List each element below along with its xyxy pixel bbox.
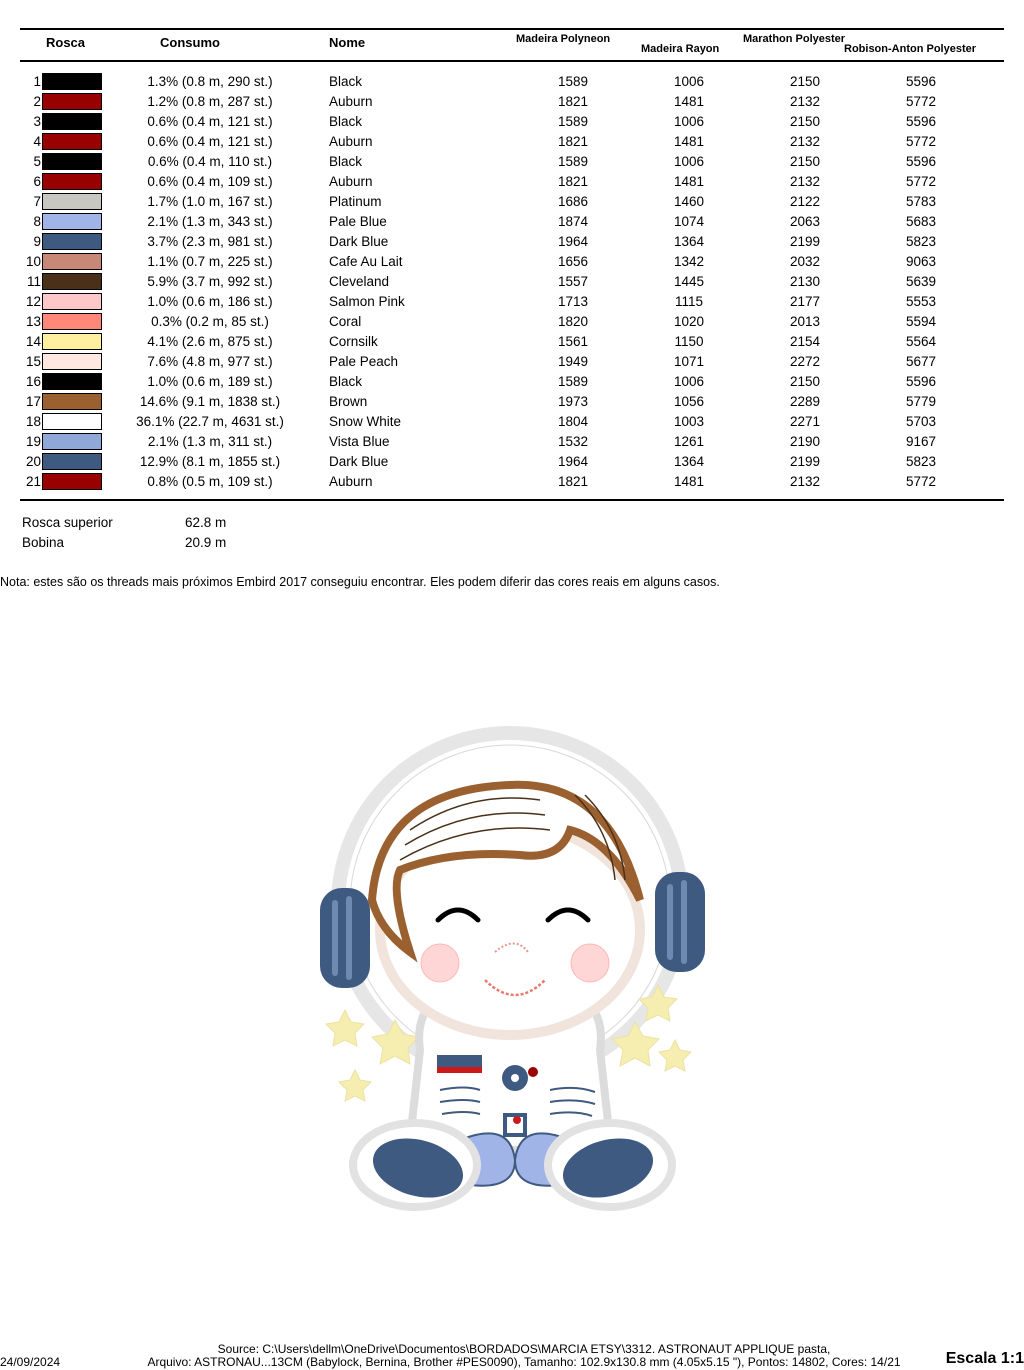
consumption: 1.0% (0.6 m, 186 st.) bbox=[147, 294, 273, 309]
table-row bbox=[0, 112, 1024, 132]
thread-name: Cornsilk bbox=[329, 334, 378, 349]
thread-name: Platinum bbox=[329, 194, 382, 209]
madeira-rayon-code: 1460 bbox=[673, 194, 705, 209]
consumption: 0.6% (0.4 m, 109 st.) bbox=[147, 174, 273, 189]
thread-name: Vista Blue bbox=[329, 434, 390, 449]
thread-number: 21 bbox=[25, 474, 41, 489]
madeira-rayon-code: 1071 bbox=[673, 354, 705, 369]
madeira-polyneon-code: 1589 bbox=[557, 154, 589, 169]
marathon-polyester-code: 2289 bbox=[789, 394, 821, 409]
consumption: 1.7% (1.0 m, 167 st.) bbox=[147, 194, 273, 209]
color-swatch bbox=[42, 373, 102, 390]
madeira-rayon-code: 1006 bbox=[673, 74, 705, 89]
marathon-polyester-code: 2063 bbox=[789, 214, 821, 229]
thread-number: 3 bbox=[33, 114, 41, 129]
thread-number: 15 bbox=[25, 354, 41, 369]
table-row bbox=[0, 472, 1024, 492]
table-row bbox=[0, 452, 1024, 472]
thread-number: 11 bbox=[26, 274, 41, 289]
robison-anton-code: 5564 bbox=[905, 334, 937, 349]
header-rosca: Rosca bbox=[46, 35, 86, 50]
table-row bbox=[0, 432, 1024, 452]
robison-anton-code: 5772 bbox=[905, 174, 937, 189]
thread-number: 1 bbox=[33, 74, 41, 89]
madeira-rayon-code: 1006 bbox=[673, 374, 705, 389]
consumption: 2.1% (1.3 m, 311 st.) bbox=[147, 434, 273, 449]
thread-name: Dark Blue bbox=[329, 234, 389, 249]
madeira-rayon-code: 1003 bbox=[673, 414, 705, 429]
robison-anton-code: 9063 bbox=[905, 254, 937, 269]
consumption: 1.0% (0.6 m, 189 st.) bbox=[147, 374, 273, 389]
consumption: 0.6% (0.4 m, 121 st.) bbox=[147, 114, 273, 129]
thread-name: Black bbox=[329, 74, 363, 89]
thread-name: Salmon Pink bbox=[329, 294, 405, 309]
madeira-polyneon-code: 1821 bbox=[557, 134, 589, 149]
thread-name: Pale Peach bbox=[329, 354, 399, 369]
table-row bbox=[0, 332, 1024, 352]
robison-anton-code: 9167 bbox=[905, 434, 937, 449]
madeira-polyneon-code: 1874 bbox=[557, 214, 589, 229]
robison-anton-code: 5683 bbox=[905, 214, 937, 229]
marathon-polyester-code: 2132 bbox=[789, 174, 821, 189]
consumption: 7.6% (4.8 m, 977 st.) bbox=[147, 354, 273, 369]
thread-name: Black bbox=[329, 374, 363, 389]
madeira-rayon-code: 1020 bbox=[673, 314, 705, 329]
madeira-polyneon-code: 1821 bbox=[557, 94, 589, 109]
thread-number: 17 bbox=[25, 394, 41, 409]
table-row bbox=[0, 392, 1024, 412]
thread-name: Auburn bbox=[329, 94, 373, 109]
color-swatch bbox=[42, 213, 102, 230]
bobina-value: 20.9 m bbox=[185, 535, 227, 550]
robison-anton-code: 5553 bbox=[905, 294, 937, 309]
footer-date: 24/09/2024 bbox=[0, 1355, 61, 1369]
robison-anton-code: 5677 bbox=[905, 354, 937, 369]
madeira-polyneon-code: 1821 bbox=[557, 174, 589, 189]
thread-name: Black bbox=[329, 114, 363, 129]
footer-file-info bbox=[0, 1343, 1024, 1369]
thread-name: Cleveland bbox=[329, 274, 390, 289]
header-nome: Nome bbox=[329, 35, 366, 50]
marathon-polyester-code: 2130 bbox=[789, 274, 821, 289]
robison-anton-code: 5596 bbox=[905, 154, 937, 169]
madeira-polyneon-code: 1713 bbox=[557, 294, 589, 309]
thread-name: Dark Blue bbox=[329, 454, 389, 469]
thread-number: 16 bbox=[25, 374, 41, 389]
thread-match-note: Nota: estes são os threads mais próximos Embird 2017 conseguiu encontrar. Eles podem diferir das cores reais em alguns casos. bbox=[0, 575, 720, 589]
madeira-polyneon-code: 1973 bbox=[557, 394, 589, 409]
robison-anton-code: 5703 bbox=[905, 414, 937, 429]
madeira-rayon-code: 1342 bbox=[673, 254, 705, 269]
marathon-polyester-code: 2190 bbox=[789, 434, 821, 449]
robison-anton-code: 5772 bbox=[905, 134, 937, 149]
thread-number: 4 bbox=[33, 134, 41, 149]
color-swatch bbox=[42, 193, 102, 210]
table-row bbox=[0, 192, 1024, 212]
thread-name: Snow White bbox=[329, 414, 402, 429]
madeira-polyneon-code: 1589 bbox=[557, 114, 589, 129]
madeira-rayon-code: 1445 bbox=[673, 274, 705, 289]
thread-number: 13 bbox=[25, 314, 41, 329]
madeira-rayon-code: 1006 bbox=[673, 154, 705, 169]
madeira-rayon-code: 1074 bbox=[673, 214, 705, 229]
madeira-polyneon-code: 1561 bbox=[557, 334, 589, 349]
madeira-rayon-code: 1481 bbox=[673, 94, 705, 109]
color-swatch bbox=[42, 153, 102, 170]
header-marathon-polyester: Marathon Polyester bbox=[743, 33, 846, 45]
madeira-polyneon-code: 1821 bbox=[557, 474, 589, 489]
marathon-polyester-code: 2132 bbox=[789, 474, 821, 489]
table-row bbox=[0, 212, 1024, 232]
marathon-polyester-code: 2199 bbox=[789, 234, 821, 249]
madeira-rayon-code: 1481 bbox=[673, 134, 705, 149]
consumption: 0.8% (0.5 m, 109 st.) bbox=[147, 474, 273, 489]
robison-anton-code: 5772 bbox=[905, 474, 937, 489]
consumption: 2.1% (1.3 m, 343 st.) bbox=[147, 214, 273, 229]
marathon-polyester-code: 2271 bbox=[789, 414, 821, 429]
madeira-polyneon-code: 1557 bbox=[557, 274, 589, 289]
madeira-rayon-code: 1481 bbox=[673, 174, 705, 189]
robison-anton-code: 5596 bbox=[905, 74, 937, 89]
color-swatch bbox=[42, 93, 102, 110]
color-swatch bbox=[42, 113, 102, 130]
thread-name: Pale Blue bbox=[329, 214, 387, 229]
consumption: 1.2% (0.8 m, 287 st.) bbox=[147, 94, 273, 109]
rosca-superior-label: Rosca superior bbox=[22, 515, 113, 530]
consumption: 5.9% (3.7 m, 992 st.) bbox=[147, 274, 273, 289]
thread-name: Black bbox=[329, 154, 363, 169]
table-row bbox=[0, 352, 1024, 372]
table-row bbox=[0, 272, 1024, 292]
table-row bbox=[0, 72, 1024, 92]
table-row bbox=[0, 132, 1024, 152]
marathon-polyester-code: 2199 bbox=[789, 454, 821, 469]
robison-anton-code: 5779 bbox=[905, 394, 937, 409]
robison-anton-code: 5772 bbox=[905, 94, 937, 109]
madeira-polyneon-code: 1964 bbox=[557, 234, 589, 249]
footer-file-details: Arquivo: ASTRONAU...13CM (Babylock, Bernina, Brother #PES0090), Tamanho: 102.9x130.8 mm (4.05x5.15 "), Pontos: 14802, Cores: 14/21 bbox=[147, 1355, 901, 1369]
robison-anton-code: 5596 bbox=[905, 374, 937, 389]
header-madeira-rayon: Madeira Rayon bbox=[641, 43, 720, 55]
madeira-polyneon-code: 1804 bbox=[557, 414, 589, 429]
header-consumo: Consumo bbox=[160, 35, 220, 50]
table-row bbox=[0, 312, 1024, 332]
thread-number: 20 bbox=[25, 454, 41, 469]
color-swatch bbox=[42, 293, 102, 310]
robison-anton-code: 5596 bbox=[905, 114, 937, 129]
table-bottom-rule bbox=[20, 499, 1004, 501]
thread-number: 6 bbox=[33, 174, 41, 189]
color-swatch bbox=[42, 353, 102, 370]
thread-number: 18 bbox=[25, 414, 41, 429]
color-swatch bbox=[42, 433, 102, 450]
thread-name: Coral bbox=[329, 314, 362, 329]
madeira-rayon-code: 1481 bbox=[673, 474, 705, 489]
marathon-polyester-code: 2150 bbox=[789, 114, 821, 129]
madeira-rayon-code: 1261 bbox=[673, 434, 705, 449]
madeira-polyneon-code: 1656 bbox=[557, 254, 589, 269]
madeira-polyneon-code: 1949 bbox=[557, 354, 589, 369]
madeira-polyneon-code: 1820 bbox=[557, 314, 589, 329]
color-swatch bbox=[42, 313, 102, 330]
color-swatch bbox=[42, 173, 102, 190]
consumption: 1.3% (0.8 m, 290 st.) bbox=[147, 74, 273, 89]
thread-number: 5 bbox=[33, 154, 41, 169]
robison-anton-code: 5639 bbox=[905, 274, 937, 289]
table-row bbox=[0, 252, 1024, 272]
header-madeira-polyneon: Madeira Polyneon bbox=[516, 33, 611, 45]
marathon-polyester-code: 2150 bbox=[789, 74, 821, 89]
table-row bbox=[0, 232, 1024, 252]
color-swatch bbox=[42, 253, 102, 270]
madeira-rayon-code: 1006 bbox=[673, 114, 705, 129]
thread-name: Cafe Au Lait bbox=[329, 254, 403, 269]
thread-name: Brown bbox=[329, 394, 368, 409]
thread-number: 7 bbox=[33, 194, 41, 209]
table-row bbox=[0, 412, 1024, 432]
marathon-polyester-code: 2122 bbox=[789, 194, 821, 209]
marathon-polyester-code: 2150 bbox=[789, 374, 821, 389]
madeira-polyneon-code: 1964 bbox=[557, 454, 589, 469]
consumption: 0.6% (0.4 m, 110 st.) bbox=[147, 154, 273, 169]
thread-number: 12 bbox=[25, 294, 41, 309]
marathon-polyester-code: 2032 bbox=[789, 254, 821, 269]
madeira-polyneon-code: 1532 bbox=[557, 434, 589, 449]
madeira-rayon-code: 1115 bbox=[674, 294, 704, 309]
color-swatch bbox=[42, 73, 102, 90]
consumption: 4.1% (2.6 m, 875 st.) bbox=[147, 334, 273, 349]
consumption: 12.9% (8.1 m, 1855 st.) bbox=[139, 454, 281, 469]
thread-number: 9 bbox=[33, 234, 41, 249]
madeira-polyneon-code: 1589 bbox=[557, 74, 589, 89]
marathon-polyester-code: 2132 bbox=[789, 94, 821, 109]
table-row bbox=[0, 372, 1024, 392]
thread-number: 14 bbox=[25, 334, 41, 349]
thread-number: 10 bbox=[25, 254, 41, 269]
consumption: 3.7% (2.3 m, 981 st.) bbox=[147, 234, 273, 249]
thread-number: 8 bbox=[33, 214, 41, 229]
table-top-rule bbox=[20, 28, 1004, 30]
robison-anton-code: 5594 bbox=[905, 314, 937, 329]
bobina-label: Bobina bbox=[22, 535, 65, 550]
footer-source-path: Source: C:\Users\dellm\OneDrive\Documentos\BORDADOS\MARCIA ETSY\3312. ASTRONAUT APPLIQUE pasta, bbox=[217, 1342, 831, 1356]
table-header-rule bbox=[20, 60, 1004, 62]
consumption: 14.6% (9.1 m, 1838 st.) bbox=[139, 394, 281, 409]
marathon-polyester-code: 2132 bbox=[789, 134, 821, 149]
color-swatch bbox=[42, 453, 102, 470]
robison-anton-code: 5823 bbox=[905, 454, 937, 469]
consumption: 0.3% (0.2 m, 85 st.) bbox=[151, 314, 269, 329]
table-row bbox=[0, 292, 1024, 312]
robison-anton-code: 5783 bbox=[905, 194, 937, 209]
consumption: 36.1% (22.7 m, 4631 st.) bbox=[136, 414, 284, 429]
header-robison-anton-polyester: Robison-Anton Polyester bbox=[844, 43, 977, 55]
thread-name: Auburn bbox=[329, 474, 373, 489]
thread-name: Auburn bbox=[329, 174, 373, 189]
madeira-polyneon-code: 1589 bbox=[557, 374, 589, 389]
color-swatch bbox=[42, 273, 102, 290]
scale-label: Escala 1:1 bbox=[945, 1350, 1024, 1367]
madeira-rayon-code: 1364 bbox=[673, 454, 705, 469]
marathon-polyester-code: 2272 bbox=[789, 354, 821, 369]
marathon-polyester-code: 2013 bbox=[789, 314, 821, 329]
color-swatch bbox=[42, 333, 102, 350]
consumption: 1.1% (0.7 m, 225 st.) bbox=[147, 254, 273, 269]
madeira-rayon-code: 1364 bbox=[673, 234, 705, 249]
madeira-polyneon-code: 1686 bbox=[557, 194, 589, 209]
astronaut-illustration-icon bbox=[310, 720, 720, 1220]
marathon-polyester-code: 2150 bbox=[789, 154, 821, 169]
madeira-rayon-code: 1150 bbox=[674, 334, 704, 349]
thread-number: 2 bbox=[33, 94, 41, 109]
color-swatch bbox=[42, 413, 102, 430]
color-swatch bbox=[42, 473, 102, 490]
marathon-polyester-code: 2177 bbox=[789, 294, 821, 309]
marathon-polyester-code: 2154 bbox=[789, 334, 821, 349]
thread-number: 19 bbox=[25, 434, 41, 449]
thread-name: Auburn bbox=[329, 134, 373, 149]
consumption: 0.6% (0.4 m, 121 st.) bbox=[147, 134, 273, 149]
color-swatch bbox=[42, 133, 102, 150]
table-row bbox=[0, 92, 1024, 112]
embroidery-preview bbox=[310, 720, 720, 1220]
color-swatch bbox=[42, 233, 102, 250]
color-swatch bbox=[42, 393, 102, 410]
table-row bbox=[0, 152, 1024, 172]
table-row bbox=[0, 172, 1024, 192]
robison-anton-code: 5823 bbox=[905, 234, 937, 249]
madeira-rayon-code: 1056 bbox=[673, 394, 705, 409]
rosca-superior-value: 62.8 m bbox=[185, 515, 227, 530]
